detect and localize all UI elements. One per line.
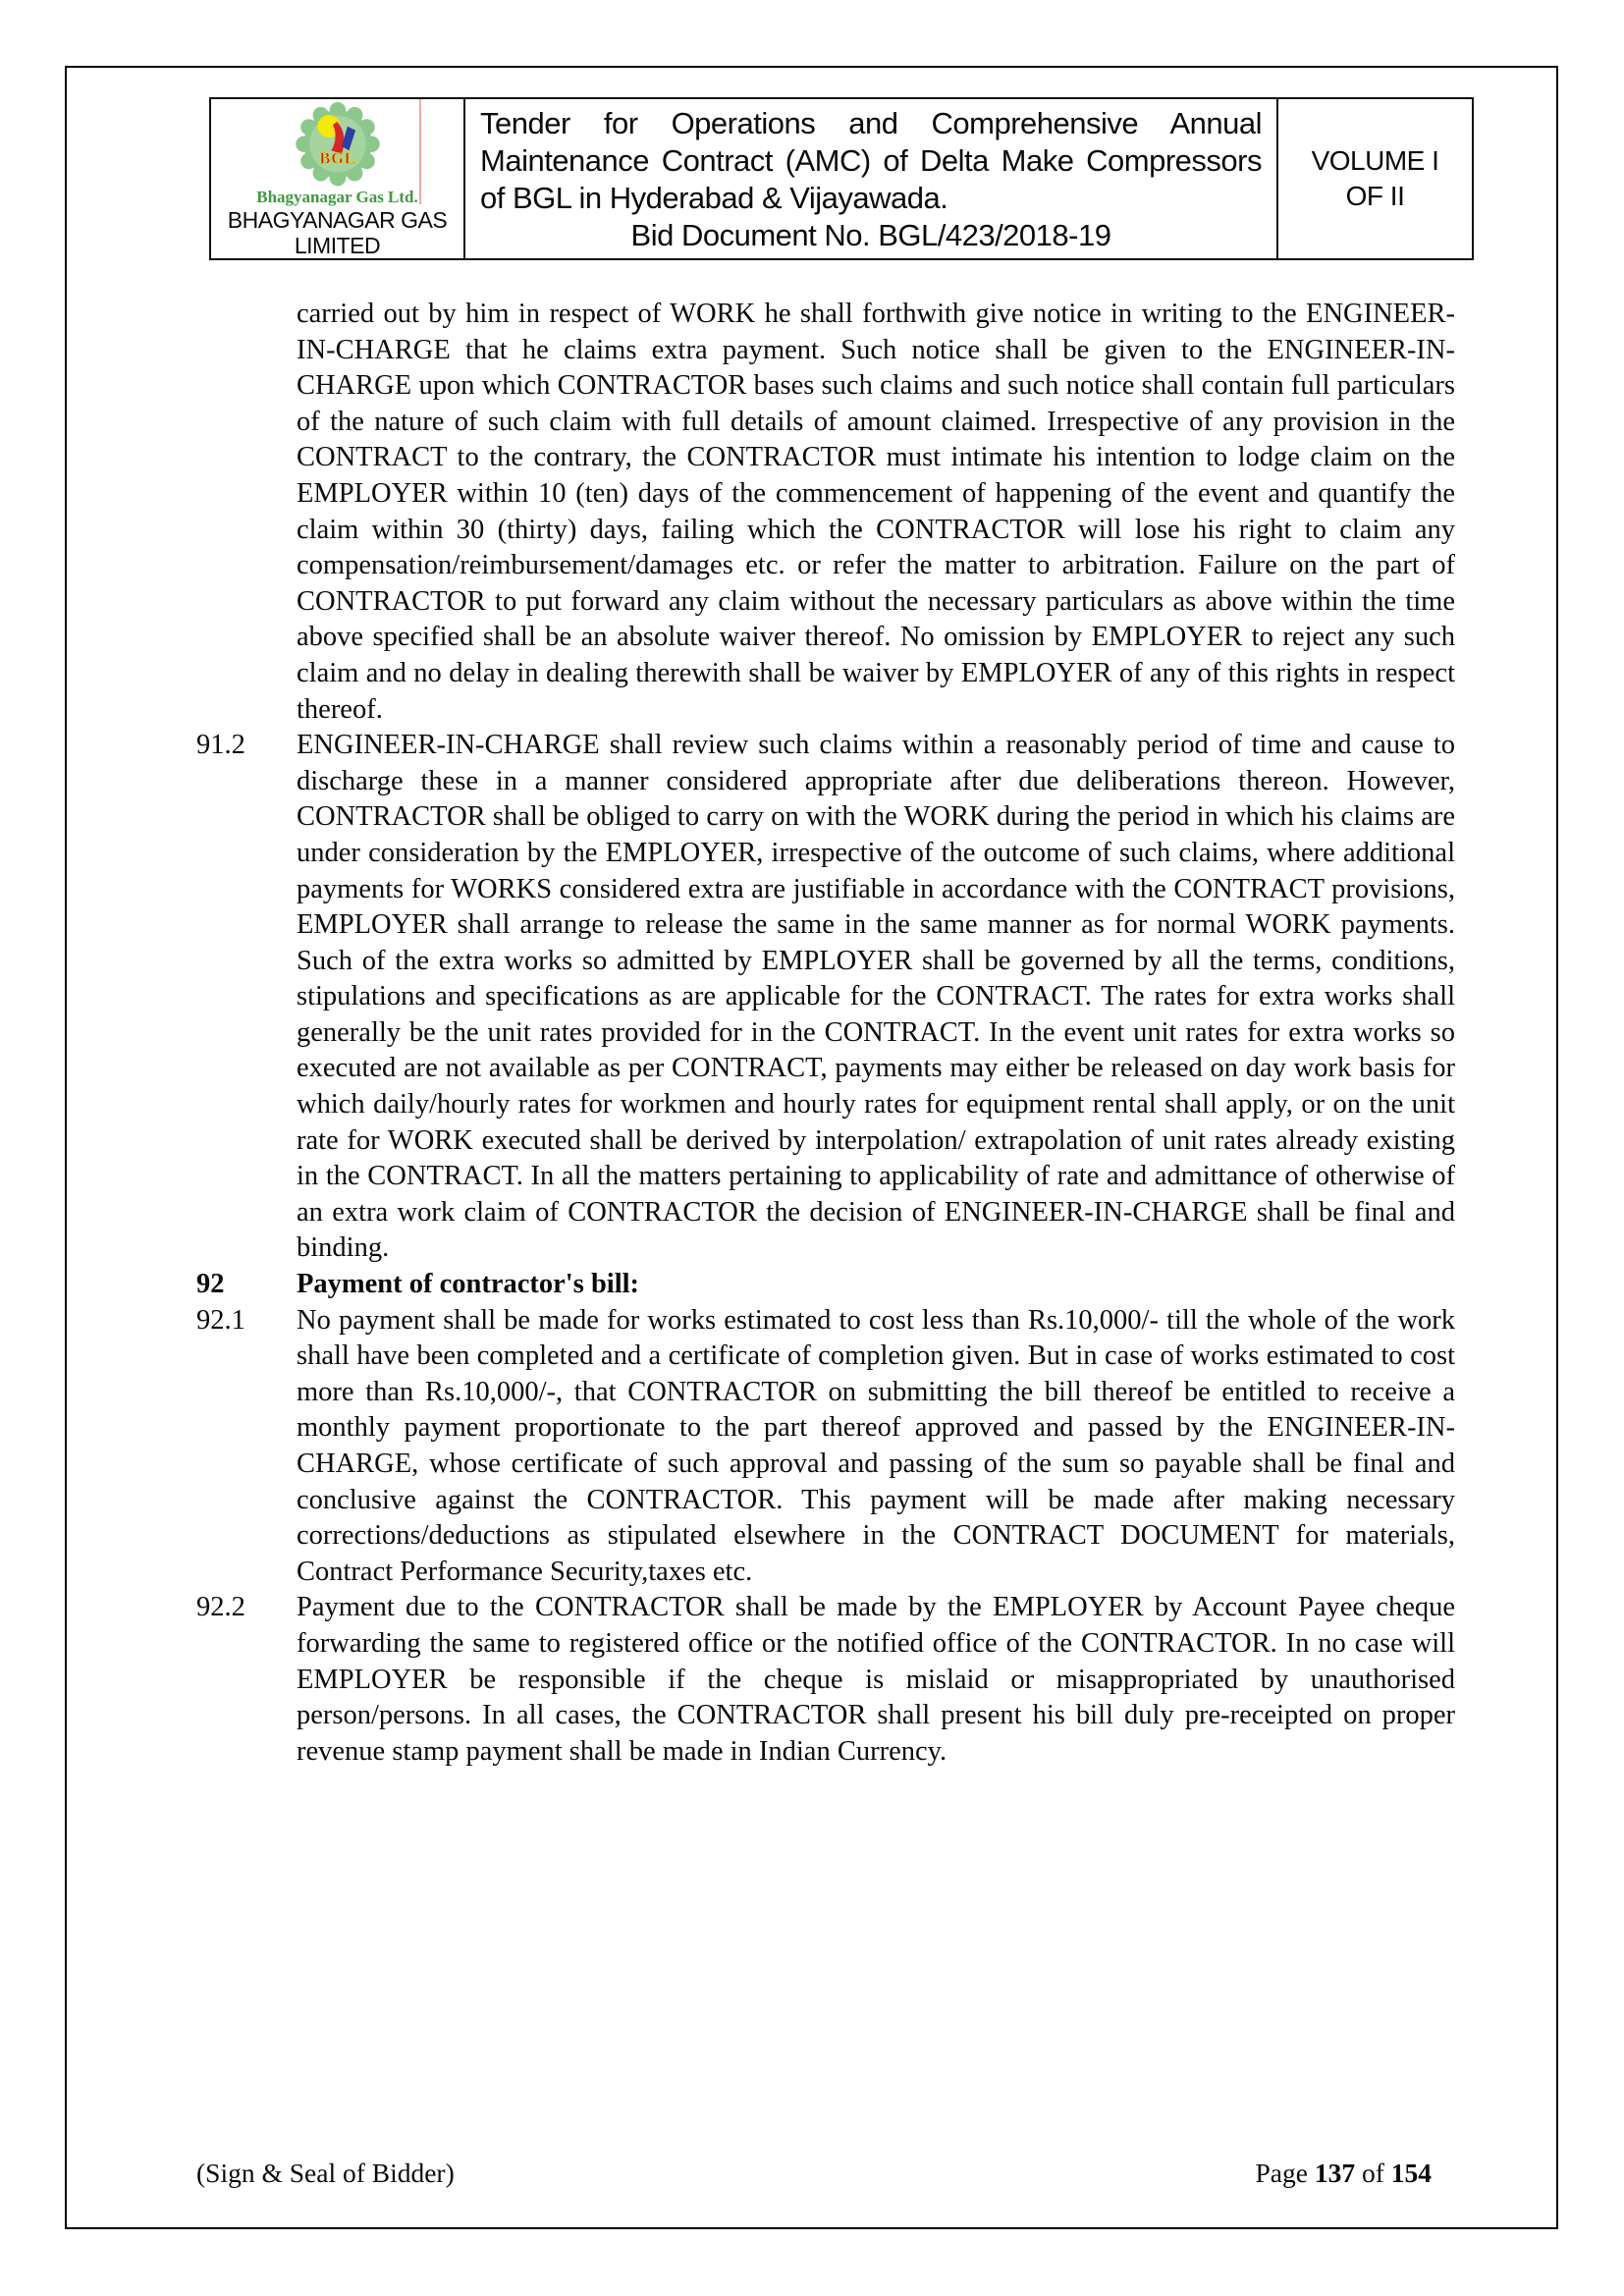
clause-text: No payment shall be made for works estimated to cost less than Rs.10,000/- till the whole of the work shall have been completed and a certificate of completion given. But in case of works estimated to cost more than Rs.10,000/-, that CONTRACTOR on submitting the bill thereof be entitled to receive a monthly payment proportionate to the part thereof approved and passed by the ENGINEER-IN-CHARGE, whose certificate of such approval and passing of the sum so payable shall be final and conclusive against the CONTRACTOR. This payment will be made after making necessary corrections/deductions as stipulated elsewhere in the CONTRACT DOCUMENT for materials, Contract Performance Security,taxes etc. [297,1304,1455,1587]
clause-text: carried out by him in respect of WORK he shall forthwith give notice in writing to the ENGINEER-IN-CHARGE that he claims extra payment. Such notice shall be given to the ENGINEER-IN-CHARGE upon which CONTRACTOR bases such claims and such notice shall contain full particulars of the nature of such claim with full details of amount claimed. Irrespective of any provision in the CONTRACT to the contrary, the CONTRACTOR must intimate his intention to lodge claim on the EMPLOYER within 10 (ten) days of the commencement of happening of the event and quantify the claim within 30 (thirty) days, failing which the CONTRACTOR will lose his right to claim any compensation/reimbursement/damages etc. or refer the matter to arbitration. Failure on the part of CONTRACTOR to put forward any claim without the necessary particulars as above within the time above specified shall be an absolute waiver thereof. No omission by EMPLOYER to reject any such claim and no delay in dealing therewith shall be waiver by EMPLOYER of any of this rights in respect thereof. [297,299,1455,725]
header-title-cell [465,99,1278,258]
clause-text: ENGINEER-IN-CHARGE shall review such claims within a reasonably period of time and cause to discharge these in a manner considered appropriate after due deliberations thereon. However, CONTRACTOR shall be obliged to carry on with the WORK during the period in which his claims are under consideration by the EMPLOYER, irrespective of the outcome of such claims, where additional payments for WORKS considered extra are justifiable in accordance with the CONTRACT provisions, EMPLOYER shall arrange to release the same in the same manner as for normal WORK payments. Such of the extra works so admitted by EMPLOYER shall be governed by all the terms, conditions, stipulations and specifications as are applicable for the CONTRACT. The rates for extra works shall generally be the unit rates provided for in the CONTRACT. In the event unit rates for extra works so executed are not available as per CONTRACT, payments may either be released on day work basis for which daily/hourly rates for workmen and hourly rates for equipment rental shall apply, or on the unit rate for WORK executed shall be derived by interpolation/ extrapolation of unit rates already existing in the CONTRACT. In all the matters pertaining to applicability of rate and admittance of otherwise of an extra work claim of CONTRACTOR the decision of ENGINEER-IN-CHARGE shall be final and binding. [297,730,1455,1264]
clause-92-2 [196,1590,1455,1770]
company-name [228,207,447,258]
clause-number: 92.1 [196,1304,245,1336]
page-total: 154 [1390,2158,1432,2188]
page-label: Page [1255,2158,1315,2188]
header-volume-cell [1278,99,1472,258]
document-body [196,297,1455,1770]
document-header-table [209,97,1474,260]
volume-line1: VOLUME I [1311,145,1439,176]
clause-heading: Payment of contractor's bill: [297,1269,640,1300]
page-indicator [1255,2154,1432,2193]
scan-artifact-line [419,99,421,204]
logo-caption: Bhagyanagar Gas Ltd. [256,188,418,206]
bid-document-number: Bid Document No. BGL/423/2018-19 [630,218,1111,252]
tender-title: Tender for Operations and Comprehensive Annual Maintenance Contract (AMC) of Delta Make Compressors of BGL in Hyderabad & Vijayawada. [480,106,1262,215]
volume-line2: OF II [1345,181,1405,211]
clause-92-1 [196,1303,1455,1591]
page-footer [196,2154,1432,2193]
company-name-line2: LIMITED [294,233,381,258]
svg-text:BGL: BGL [318,148,356,168]
volume-label [1312,143,1439,214]
page-current: 137 [1314,2158,1356,2188]
bgl-logo-icon [264,102,411,192]
clause-number [196,297,297,728]
clause-91-2 [196,728,1455,1267]
company-name-line1: BHAGYANAGAR GAS [227,207,448,233]
of-label: of [1355,2158,1391,2188]
clause-text: Payment due to the CONTRACTOR shall be made by the EMPLOYER by Account Payee cheque forwarding the same to registered office or the notified office of the CONTRACTOR. In no case will EMPLOYER be responsible if the cheque is mislaid or misappropriated by unauthorised person/persons. In all cases, the CONTRACTOR shall present his bill duly pre-receipted on proper revenue stamp payment shall be made in Indian Currency. [297,1592,1455,1767]
clause-number: 91.2 [196,730,245,761]
clause-92-heading [196,1267,1455,1303]
clause-number: 92.2 [196,1592,245,1623]
sign-seal-note: (Sign & Seal of Bidder) [196,2158,455,2188]
clause-number: 92 [196,1269,225,1300]
header-logo-cell [211,99,465,258]
clause-continuation [196,297,1455,728]
